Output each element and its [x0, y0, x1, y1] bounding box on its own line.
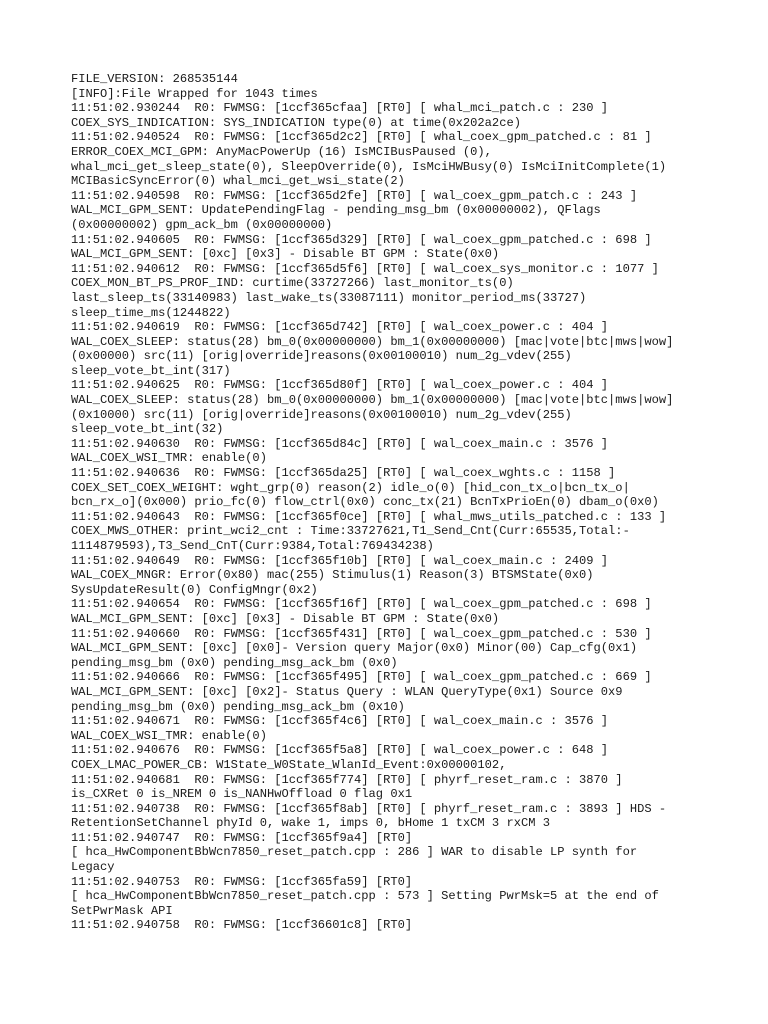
- log-line: 11:51:02.940666 R0: FWMSG: [1ccf365f495] [RT0] [ wal_coex_gpm_patched.c : 669 ]: [71, 670, 652, 685]
- log-line: pending_msg_bm (0x0) pending_msg_ack_bm (0x10): [71, 699, 405, 714]
- log-line: SysUpdateResult(0) ConfigMngr(0x2): [71, 582, 318, 597]
- log-line: FILE_VERSION: 268535144: [71, 72, 238, 86]
- log-line: 1114879593),T3_Send_CnT(Curr:9384,Total:769434238): [71, 539, 434, 553]
- log-line: RetentionSetChannel phyId 0, wake 1, imps 0, bHome 1 txCM 3 rxCM 3: [71, 816, 550, 831]
- log-line: bcn_rx_o](0x000) prio_fc(0) flow_ctrl(0x0) conc_tx(21) BcnTxPrioEn(0) dbam_o(0x0): [71, 495, 659, 510]
- log-line: WAL_MCI_GPM_SENT: [0xc] [0x3] - Disable BT GPM : State(0x0): [71, 611, 500, 626]
- log-line: sleep_time_ms(1244822): [71, 305, 231, 320]
- log-line: WAL_COEX_MNGR: Error(0x80) mac(255) Stimulus(1) Reason(3) BTSMState(0x0): [71, 568, 594, 583]
- log-line: 11:51:02.940643 R0: FWMSG: [1ccf365f0ce] [RT0] [ whal_mws_utils_patched.c : 133 ]: [71, 509, 667, 524]
- log-line: [ hca_HwComponentBbWcn7850_reset_patch.cpp : 573 ] Setting PwrMsk=5 at the end of: [71, 889, 659, 904]
- log-line: Legacy: [71, 860, 115, 875]
- log-line: 11:51:02.940605 R0: FWMSG: [1ccf365d329] [RT0] [ wal_coex_gpm_patched.c : 698 ]: [71, 232, 652, 247]
- log-line: COEX_SET_COEX_WEIGHT: wght_grp(0) reason(2) idle_o(0) [hid_con_tx_o|bcn_tx_o|: [71, 480, 630, 495]
- log-line: [INFO]:File Wrapped for 1043 times: [71, 86, 318, 101]
- log-line: whal_mci_get_sleep_state(0), SleepOverride(0), IsMciHWBusy(0) IsMciInitComplete(1): [71, 159, 667, 174]
- log-line: (0x00000002) gpm_ack_bm (0x00000000): [71, 217, 333, 232]
- log-line: is_CXRet 0 is_NREM 0 is_NANHwOffload 0 flag 0x1: [71, 787, 413, 802]
- log-line: WAL_MCI_GPM_SENT: [0xc] [0x3] - Disable BT GPM : State(0x0): [71, 247, 500, 262]
- log-line: 11:51:02.940649 R0: FWMSG: [1ccf365f10b] [RT0] [ wal_coex_main.c : 2409 ]: [71, 553, 609, 568]
- log-line: 11:51:02.940738 R0: FWMSG: [1ccf365f8ab] [RT0] [ phyrf_reset_ram.c : 3893 ] HDS -: [71, 801, 667, 816]
- log-line: WAL_COEX_SLEEP: status(28) bm_0(0x00000000) bm_1(0x00000000) [mac|vote|btc|mws|wow]: [71, 393, 674, 408]
- log-line: [ hca_HwComponentBbWcn7850_reset_patch.cpp : 286 ] WAR to disable LP synth for: [71, 845, 638, 860]
- log-line: 11:51:02.940681 R0: FWMSG: [1ccf365f774] [RT0] [ phyrf_reset_ram.c : 3870 ]: [71, 772, 623, 787]
- log-line: COEX_MWS_OTHER: print_wci2_cnt : Time:33727621,T1_Send_Cnt(Curr:65535,Total:-: [71, 524, 630, 539]
- log-line: sleep_vote_bt_int(317): [71, 363, 231, 378]
- log-line: WAL_COEX_WSI_TMR: enable(0): [71, 728, 267, 743]
- log-line: (0x00000) src(11) [orig|override]reasons(0x00100010) num_2g_vdev(255): [71, 349, 572, 364]
- log-line: WAL_MCI_GPM_SENT: UpdatePendingFlag - pending_msg_bm (0x00000002), QFlags: [71, 203, 601, 218]
- log-line: 11:51:02.940660 R0: FWMSG: [1ccf365f431] [RT0] [ wal_coex_gpm_patched.c : 530 ]: [71, 626, 652, 641]
- log-line: 11:51:02.940747 R0: FWMSG: [1ccf365f9a4] [RT0]: [71, 830, 413, 845]
- log-line: COEX_LMAC_POWER_CB: W1State_W0State_WlanId_Event:0x00000102,: [71, 757, 507, 772]
- log-line: pending_msg_bm (0x0) pending_msg_ack_bm (0x0): [71, 655, 398, 670]
- log-line: COEX_MON_BT_PS_PROF_IND: curtime(33727266) last_monitor_ts(0): [71, 276, 514, 291]
- log-line: 11:51:02.940598 R0: FWMSG: [1ccf365d2fe] [RT0] [ wal_coex_gpm_patch.c : 243 ]: [71, 188, 638, 203]
- log-line: 11:51:02.940758 R0: FWMSG: [1ccf36601c8] [RT0]: [71, 918, 413, 933]
- log-line: WAL_MCI_GPM_SENT: [0xc] [0x0]- Version query Major(0x0) Minor(00) Cap_cfg(0x1): [71, 641, 638, 656]
- log-line: 11:51:02.940654 R0: FWMSG: [1ccf365f16f] [RT0] [ wal_coex_gpm_patched.c : 698 ]: [71, 597, 652, 612]
- log-line: sleep_vote_bt_int(32): [71, 422, 224, 437]
- log-line: 11:51:02.940619 R0: FWMSG: [1ccf365d742] [RT0] [ wal_coex_power.c : 404 ]: [71, 320, 609, 335]
- log-line: 11:51:02.940753 R0: FWMSG: [1ccf365fa59] [RT0]: [71, 874, 413, 889]
- log-line: 11:51:02.940630 R0: FWMSG: [1ccf365d84c] [RT0] [ wal_coex_main.c : 3576 ]: [71, 436, 609, 451]
- log-line: 11:51:02.940625 R0: FWMSG: [1ccf365d80f] [RT0] [ wal_coex_power.c : 404 ]: [71, 378, 609, 393]
- log-line: 11:51:02.940636 R0: FWMSG: [1ccf365da25] [RT0] [ wal_coex_wghts.c : 1158 ]: [71, 466, 616, 481]
- log-line: (0x10000) src(11) [orig|override]reasons(0x00100010) num_2g_vdev(255): [71, 407, 572, 422]
- log-line: 11:51:02.930244 R0: FWMSG: [1ccf365cfaa] [RT0] [ whal_mci_patch.c : 230 ]: [71, 101, 609, 116]
- log-line: 11:51:02.940676 R0: FWMSG: [1ccf365f5a8] [RT0] [ wal_coex_power.c : 648 ]: [71, 743, 609, 758]
- log-line: 11:51:02.940671 R0: FWMSG: [1ccf365f4c6] [RT0] [ wal_coex_main.c : 3576 ]: [71, 714, 609, 729]
- log-line: ERROR_COEX_MCI_GPM: AnyMacPowerUp (16) IsMCIBusPaused (0),: [71, 144, 492, 159]
- log-line: 11:51:02.940612 R0: FWMSG: [1ccf365d5f6] [RT0] [ wal_coex_sys_monitor.c : 1077 ]: [71, 261, 659, 276]
- log-line: WAL_COEX_SLEEP: status(28) bm_0(0x00000000) bm_1(0x00000000) [mac|vote|btc|mws|wow]: [71, 334, 674, 349]
- log-line: last_sleep_ts(33140983) last_wake_ts(33087111) monitor_period_ms(33727): [71, 290, 587, 305]
- log-line: WAL_MCI_GPM_SENT: [0xc] [0x2]- Status Query : WLAN QueryType(0x1) Source 0x9: [71, 684, 623, 699]
- log-line: COEX_SYS_INDICATION: SYS_INDICATION type(0) at time(0x202a2ce): [71, 115, 521, 130]
- log-text: [71, 72, 761, 933]
- log-line: MCIBasicSyncError(0) whal_mci_get_wsi_state(2): [71, 174, 405, 189]
- log-line: 11:51:02.940524 R0: FWMSG: [1ccf365d2c2] [RT0] [ whal_coex_gpm_patched.c : 81 ]: [71, 130, 652, 145]
- log-line: SetPwrMask API: [71, 903, 173, 918]
- log-line: WAL_COEX_WSI_TMR: enable(0): [71, 451, 267, 466]
